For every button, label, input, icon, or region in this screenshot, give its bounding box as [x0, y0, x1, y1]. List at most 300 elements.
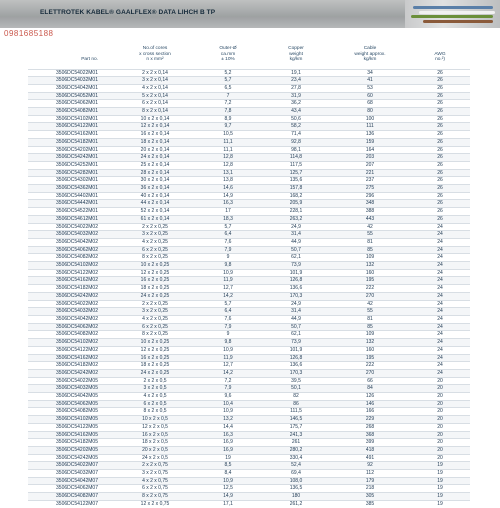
cell-copper-weight: 261	[262, 439, 330, 447]
table-row	[28, 269, 470, 277]
cell-part-no: 3506DC54082M01	[28, 108, 116, 116]
cell-cable-weight: 164	[330, 146, 410, 154]
cell-copper-weight: 170,3	[262, 369, 330, 377]
cell-cable-weight: 418	[330, 446, 410, 454]
cell-part-no: 3506DC54062M02	[28, 246, 116, 254]
cell-copper-weight: 126,8	[262, 354, 330, 362]
cell-cores: 2 x 2 x 0,5	[116, 377, 194, 385]
cell-cable-weight: 229	[330, 416, 410, 424]
cell-cable-weight: 41	[330, 77, 410, 85]
cell-cable-weight: 132	[330, 262, 410, 270]
cell-copper-weight: 117,5	[262, 161, 330, 169]
cell-outer-diameter: 11,9	[194, 277, 262, 285]
table-row	[28, 400, 470, 408]
table-row	[28, 154, 470, 162]
cell-cable-weight: 305	[330, 493, 410, 501]
cell-outer-diameter: 10,5	[194, 131, 262, 139]
cell-cable-weight: 160	[330, 269, 410, 277]
cell-copper-weight: 98,1	[262, 146, 330, 154]
cell-awg: 19	[410, 477, 470, 485]
cell-copper-weight: 82	[262, 393, 330, 401]
cell-awg: 24	[410, 346, 470, 354]
table-row	[28, 323, 470, 331]
cell-copper-weight: 146,5	[262, 416, 330, 424]
cell-cable-weight: 218	[330, 485, 410, 493]
cell-copper-weight: 50,7	[262, 323, 330, 331]
cell-cores: 2 x 2 x 0,75	[116, 462, 194, 470]
cell-cable-weight: 55	[330, 231, 410, 239]
cell-awg: 26	[410, 177, 470, 185]
table-row	[28, 262, 470, 270]
cell-part-no: 3506DC54022M02	[28, 223, 116, 231]
cell-outer-diameter: 12,8	[194, 161, 262, 169]
cell-outer-diameter: 16,9	[194, 439, 262, 447]
cell-part-no: 3506DC54082M05	[28, 408, 116, 416]
cell-part-no: 3506DC54242M02	[28, 369, 116, 377]
cell-cable-weight: 399	[330, 439, 410, 447]
cell-copper-weight: 44,9	[262, 316, 330, 324]
cell-copper-weight: 50,6	[262, 115, 330, 123]
cell-cores: 44 x 2 x 0,14	[116, 200, 194, 208]
cell-cores: 6 x 2 x 0,14	[116, 100, 194, 108]
table-row	[28, 292, 470, 300]
cell-awg: 26	[410, 154, 470, 162]
table-row	[28, 161, 470, 169]
cell-outer-diameter: 10,9	[194, 408, 262, 416]
cell-copper-weight: 180	[262, 493, 330, 501]
cell-cable-weight: 112	[330, 470, 410, 478]
cell-cable-weight: 146	[330, 400, 410, 408]
cell-outer-diameter: 9,7	[194, 123, 262, 131]
cell-part-no: 3506DC54162M02	[28, 277, 116, 285]
cell-part-no: 3506DC54042M01	[28, 84, 116, 92]
cell-cable-weight: 166	[330, 408, 410, 416]
cell-cores: 16 x 2 x 0,25	[116, 354, 194, 362]
cell-cores: 18 x 2 x 0,25	[116, 362, 194, 370]
cell-cores: 18 x 2 x 0,25	[116, 285, 194, 293]
cell-part-no: 3506DC54052M01	[28, 92, 116, 100]
cell-cores: 28 x 2 x 0,14	[116, 169, 194, 177]
table-row	[28, 369, 470, 377]
cell-awg: 26	[410, 215, 470, 223]
cell-outer-diameter: 7,8	[194, 108, 262, 116]
table-row	[28, 100, 470, 108]
cell-awg: 20	[410, 431, 470, 439]
cell-cable-weight: 275	[330, 185, 410, 193]
cell-cable-weight: 81	[330, 316, 410, 324]
cell-cable-weight: 296	[330, 192, 410, 200]
cell-cable-weight: 109	[330, 254, 410, 262]
cell-cores: 10 x 2 x 0,25	[116, 339, 194, 347]
blue-wire-icon	[413, 6, 493, 9]
cell-copper-weight: 24,9	[262, 223, 330, 231]
table-row	[28, 385, 470, 393]
cell-outer-diameter: 6,5	[194, 84, 262, 92]
cell-copper-weight: 135,6	[262, 177, 330, 185]
cell-outer-diameter: 7,9	[194, 246, 262, 254]
table-row	[28, 285, 470, 293]
cell-awg: 20	[410, 454, 470, 462]
table-row	[28, 439, 470, 447]
cell-cable-weight: 55	[330, 308, 410, 316]
header-cores: No.of cores x cross section n x mm²	[139, 46, 171, 62]
cell-cores: 2 x 2 x 0,25	[116, 300, 194, 308]
cell-copper-weight: 175,7	[262, 423, 330, 431]
cell-awg: 24	[410, 308, 470, 316]
table-row	[28, 377, 470, 385]
cell-awg: 26	[410, 185, 470, 193]
cell-outer-diameter: 7	[194, 92, 262, 100]
cell-copper-weight: 86	[262, 400, 330, 408]
cell-outer-diameter: 19	[194, 454, 262, 462]
cell-part-no: 3506DC54022M05	[28, 377, 116, 385]
cell-outer-diameter: 5,7	[194, 300, 262, 308]
cell-part-no: 3506DC54522M01	[28, 208, 116, 216]
cell-cable-weight: 195	[330, 277, 410, 285]
cell-awg: 19	[410, 462, 470, 470]
cell-copper-weight: 330,4	[262, 454, 330, 462]
table-row	[28, 238, 470, 246]
cell-cable-weight: 53	[330, 84, 410, 92]
cell-awg: 26	[410, 115, 470, 123]
cell-copper-weight: 73,9	[262, 339, 330, 347]
table-row	[28, 77, 470, 85]
cell-cores: 30 x 2 x 0,14	[116, 177, 194, 185]
cell-cable-weight: 348	[330, 200, 410, 208]
table-row	[28, 146, 470, 154]
cell-outer-diameter: 12,7	[194, 285, 262, 293]
cell-awg: 24	[410, 223, 470, 231]
cell-part-no: 3506DC54042M05	[28, 393, 116, 401]
cell-cores: 3 x 2 x 0,25	[116, 308, 194, 316]
cell-outer-diameter: 18,3	[194, 215, 262, 223]
cell-part-no: 3506DC54022M01	[28, 69, 116, 77]
cell-cores: 8 x 2 x 0,75	[116, 493, 194, 501]
cell-awg: 24	[410, 262, 470, 270]
cell-outer-diameter: 7,9	[194, 323, 262, 331]
cell-awg: 20	[410, 423, 470, 431]
cell-outer-diameter: 16,3	[194, 200, 262, 208]
cell-cores: 25 x 2 x 0,14	[116, 161, 194, 169]
cell-cores: 20 x 2 x 0,5	[116, 446, 194, 454]
cell-cores: 16 x 2 x 0,5	[116, 431, 194, 439]
cell-awg: 20	[410, 416, 470, 424]
cell-awg: 26	[410, 192, 470, 200]
cell-part-no: 3506DC54032M01	[28, 77, 116, 85]
cell-outer-diameter: 14,6	[194, 185, 262, 193]
cell-part-no: 3506DC54182M01	[28, 138, 116, 146]
cell-cores: 24 x 2 x 0,25	[116, 369, 194, 377]
cell-copper-weight: 39,5	[262, 377, 330, 385]
cell-cable-weight: 385	[330, 500, 410, 507]
cell-awg: 26	[410, 169, 470, 177]
cell-part-no: 3506DC54612M01	[28, 215, 116, 223]
cell-outer-diameter: 5,2	[194, 69, 262, 77]
table-row	[28, 362, 470, 370]
cell-cable-weight: 221	[330, 169, 410, 177]
cell-outer-diameter: 13,8	[194, 177, 262, 185]
cell-copper-weight: 92,8	[262, 138, 330, 146]
cell-cores: 3 x 2 x 0,5	[116, 385, 194, 393]
table-row	[28, 493, 470, 501]
cell-cores: 8 x 2 x 0,14	[116, 108, 194, 116]
table-row	[28, 115, 470, 123]
cell-part-no: 3506DC54102M02	[28, 262, 116, 270]
cell-copper-weight: 50,7	[262, 246, 330, 254]
cell-cable-weight: 237	[330, 177, 410, 185]
cell-awg: 20	[410, 393, 470, 401]
cell-awg: 24	[410, 292, 470, 300]
table-row	[28, 423, 470, 431]
cell-part-no: 3506DC54102M01	[28, 115, 116, 123]
cell-part-no: 3506DC54302M01	[28, 177, 116, 185]
cell-copper-weight: 43,4	[262, 108, 330, 116]
cell-copper-weight: 50,1	[262, 385, 330, 393]
cell-awg: 26	[410, 146, 470, 154]
cell-awg: 24	[410, 323, 470, 331]
cell-part-no: 3506DC54042M02	[28, 238, 116, 246]
cell-awg: 24	[410, 231, 470, 239]
cell-cores: 10 x 2 x 0,5	[116, 416, 194, 424]
cell-copper-weight: 157,8	[262, 185, 330, 193]
cell-awg: 26	[410, 84, 470, 92]
cell-cores: 16 x 2 x 0,14	[116, 131, 194, 139]
cell-outer-diameter: 7,2	[194, 100, 262, 108]
green-wire-icon	[411, 15, 493, 18]
cell-part-no: 3506DC54182M02	[28, 285, 116, 293]
cell-copper-weight: 170,3	[262, 292, 330, 300]
table-row	[28, 69, 470, 77]
cell-cores: 2 x 2 x 0,14	[116, 69, 194, 77]
cell-outer-diameter: 14,9	[194, 192, 262, 200]
cell-part-no: 3506DC54252M01	[28, 161, 116, 169]
cell-part-no: 3506DC54102M02	[28, 339, 116, 347]
cell-cable-weight: 84	[330, 385, 410, 393]
cell-cores: 8 x 2 x 0,25	[116, 331, 194, 339]
cell-outer-diameter: 10,9	[194, 477, 262, 485]
cell-outer-diameter: 10,9	[194, 269, 262, 277]
cell-awg: 26	[410, 200, 470, 208]
table-row	[28, 177, 470, 185]
cell-awg: 24	[410, 238, 470, 246]
cell-part-no: 3506DC54032M02	[28, 231, 116, 239]
cell-awg: 26	[410, 100, 470, 108]
table-row	[28, 339, 470, 347]
cell-cores: 6 x 2 x 0,75	[116, 485, 194, 493]
cell-part-no: 3506DC54032M05	[28, 385, 116, 393]
cell-outer-diameter: 8,4	[194, 470, 262, 478]
cell-copper-weight: 31,4	[262, 231, 330, 239]
cell-cable-weight: 388	[330, 208, 410, 216]
cell-cores: 8 x 2 x 0,25	[116, 254, 194, 262]
table-body	[28, 69, 470, 508]
cell-outer-diameter: 10,9	[194, 346, 262, 354]
cell-outer-diameter: 9,8	[194, 339, 262, 347]
cell-copper-weight: 62,1	[262, 331, 330, 339]
cell-cable-weight: 60	[330, 92, 410, 100]
cell-outer-diameter: 6,4	[194, 231, 262, 239]
cell-cable-weight: 42	[330, 223, 410, 231]
cell-outer-diameter: 5,7	[194, 77, 262, 85]
cell-awg: 26	[410, 208, 470, 216]
cell-part-no: 3506DC54122M07	[28, 500, 116, 507]
header-banner	[0, 0, 500, 28]
cell-awg: 26	[410, 161, 470, 169]
cell-awg: 24	[410, 300, 470, 308]
cell-awg: 26	[410, 69, 470, 77]
cell-part-no: 3506DC54162M01	[28, 131, 116, 139]
cell-cores: 10 x 2 x 0,14	[116, 115, 194, 123]
cell-copper-weight: 261,2	[262, 500, 330, 507]
cell-outer-diameter: 12,7	[194, 362, 262, 370]
cell-outer-diameter: 14,9	[194, 493, 262, 501]
cell-outer-diameter: 7,2	[194, 377, 262, 385]
cell-outer-diameter: 13,2	[194, 416, 262, 424]
cell-awg: 26	[410, 108, 470, 116]
cell-awg: 26	[410, 131, 470, 139]
cell-awg: 24	[410, 316, 470, 324]
cell-outer-diameter: 14,2	[194, 292, 262, 300]
cell-part-no: 3506DC54402M01	[28, 192, 116, 200]
cell-copper-weight: 114,8	[262, 154, 330, 162]
cell-copper-weight: 31,9	[262, 92, 330, 100]
cell-copper-weight: 228,1	[262, 208, 330, 216]
table-row	[28, 354, 470, 362]
table-row	[28, 254, 470, 262]
cell-cable-weight: 368	[330, 431, 410, 439]
cell-awg: 19	[410, 485, 470, 493]
cell-cable-weight: 203	[330, 154, 410, 162]
cell-cores: 24 x 2 x 0,14	[116, 154, 194, 162]
cell-outer-diameter: 9	[194, 331, 262, 339]
cell-cable-weight: 68	[330, 100, 410, 108]
cell-part-no: 3506DC54182M05	[28, 439, 116, 447]
cell-outer-diameter: 12,5	[194, 485, 262, 493]
cell-awg: 24	[410, 331, 470, 339]
cell-copper-weight: 101,9	[262, 269, 330, 277]
cell-outer-diameter: 16,9	[194, 446, 262, 454]
cell-part-no: 3506DC54242M02	[28, 292, 116, 300]
cell-copper-weight: 280,2	[262, 446, 330, 454]
table-row	[28, 108, 470, 116]
white-wire-icon	[419, 11, 495, 14]
table-row	[28, 123, 470, 131]
cell-part-no: 3506DC54062M01	[28, 100, 116, 108]
cell-cores: 5 x 2 x 0,14	[116, 92, 194, 100]
cell-cable-weight: 160	[330, 346, 410, 354]
cell-cores: 4 x 2 x 0,75	[116, 477, 194, 485]
product-title: ELETTROTEK KABEL® GAALFLEX® DATA LIHCH B TP	[40, 9, 216, 16]
cell-copper-weight: 108,0	[262, 477, 330, 485]
cell-copper-weight: 125,7	[262, 169, 330, 177]
cell-cable-weight: 207	[330, 161, 410, 169]
cell-copper-weight: 73,9	[262, 262, 330, 270]
cell-cores: 12 x 2 x 0,14	[116, 123, 194, 131]
cell-cores: 4 x 2 x 0,25	[116, 238, 194, 246]
cell-part-no: 3506DC54122M01	[28, 123, 116, 131]
cell-outer-diameter: 11,9	[194, 354, 262, 362]
cell-part-no: 3506DC54362M01	[28, 185, 116, 193]
cell-awg: 26	[410, 123, 470, 131]
cell-cores: 18 x 2 x 0,14	[116, 138, 194, 146]
cell-awg: 26	[410, 77, 470, 85]
cell-cores: 4 x 2 x 0,14	[116, 84, 194, 92]
cell-part-no: 3506DC54162M05	[28, 431, 116, 439]
cell-outer-diameter: 9,8	[194, 262, 262, 270]
cell-cable-weight: 179	[330, 477, 410, 485]
cable-image	[405, 0, 500, 28]
cell-cores: 52 x 2 x 0,14	[116, 208, 194, 216]
cell-outer-diameter: 11,1	[194, 138, 262, 146]
cell-cable-weight: 132	[330, 339, 410, 347]
table-row	[28, 331, 470, 339]
cell-copper-weight: 71,4	[262, 131, 330, 139]
cell-awg: 24	[410, 285, 470, 293]
table-row	[28, 462, 470, 470]
cell-part-no: 3506DC54032M07	[28, 470, 116, 478]
cell-part-no: 3506DC54042M02	[28, 316, 116, 324]
cell-cable-weight: 81	[330, 238, 410, 246]
cell-outer-diameter: 6,4	[194, 308, 262, 316]
cell-cores: 4 x 2 x 0,5	[116, 393, 194, 401]
cell-cores: 2 x 2 x 0,25	[116, 223, 194, 231]
table-row	[28, 200, 470, 208]
cell-cable-weight: 126	[330, 393, 410, 401]
cell-cores: 61 x 2 x 0,14	[116, 215, 194, 223]
cell-cores: 20 x 2 x 0,14	[116, 146, 194, 154]
cell-copper-weight: 126,8	[262, 277, 330, 285]
cell-cable-weight: 443	[330, 215, 410, 223]
cell-cable-weight: 222	[330, 285, 410, 293]
cell-outer-diameter: 7,6	[194, 238, 262, 246]
cell-cable-weight: 111	[330, 123, 410, 131]
cell-outer-diameter: 9,6	[194, 393, 262, 401]
table-header-row	[28, 46, 470, 69]
table-row	[28, 316, 470, 324]
table-row	[28, 485, 470, 493]
phone-watermark: 0981685188	[4, 29, 54, 38]
table-row	[28, 192, 470, 200]
cell-copper-weight: 58,2	[262, 123, 330, 131]
cell-part-no: 3506DC54242M01	[28, 154, 116, 162]
cell-part-no: 3506DC54442M01	[28, 200, 116, 208]
cell-part-no: 3506DC54082M07	[28, 493, 116, 501]
cell-part-no: 3506DC54022M07	[28, 462, 116, 470]
table-row	[28, 223, 470, 231]
cell-cores: 12 x 2 x 0,75	[116, 500, 194, 507]
cell-copper-weight: 168,2	[262, 192, 330, 200]
table-row	[28, 84, 470, 92]
cell-outer-diameter: 14,4	[194, 423, 262, 431]
cell-copper-weight: 136,5	[262, 485, 330, 493]
table-row	[28, 446, 470, 454]
cell-cable-weight: 136	[330, 131, 410, 139]
cell-copper-weight: 241,3	[262, 431, 330, 439]
cell-awg: 20	[410, 377, 470, 385]
table-row	[28, 431, 470, 439]
cell-cores: 3 x 2 x 0,14	[116, 77, 194, 85]
cell-copper-weight: 263,2	[262, 215, 330, 223]
cell-cable-weight: 92	[330, 462, 410, 470]
cell-awg: 24	[410, 277, 470, 285]
cell-awg: 19	[410, 470, 470, 478]
cell-outer-diameter: 7,6	[194, 316, 262, 324]
cell-awg: 20	[410, 385, 470, 393]
cell-copper-weight: 52,4	[262, 462, 330, 470]
cell-copper-weight: 19,1	[262, 69, 330, 77]
cell-cores: 6 x 2 x 0,25	[116, 323, 194, 331]
cell-awg: 24	[410, 339, 470, 347]
